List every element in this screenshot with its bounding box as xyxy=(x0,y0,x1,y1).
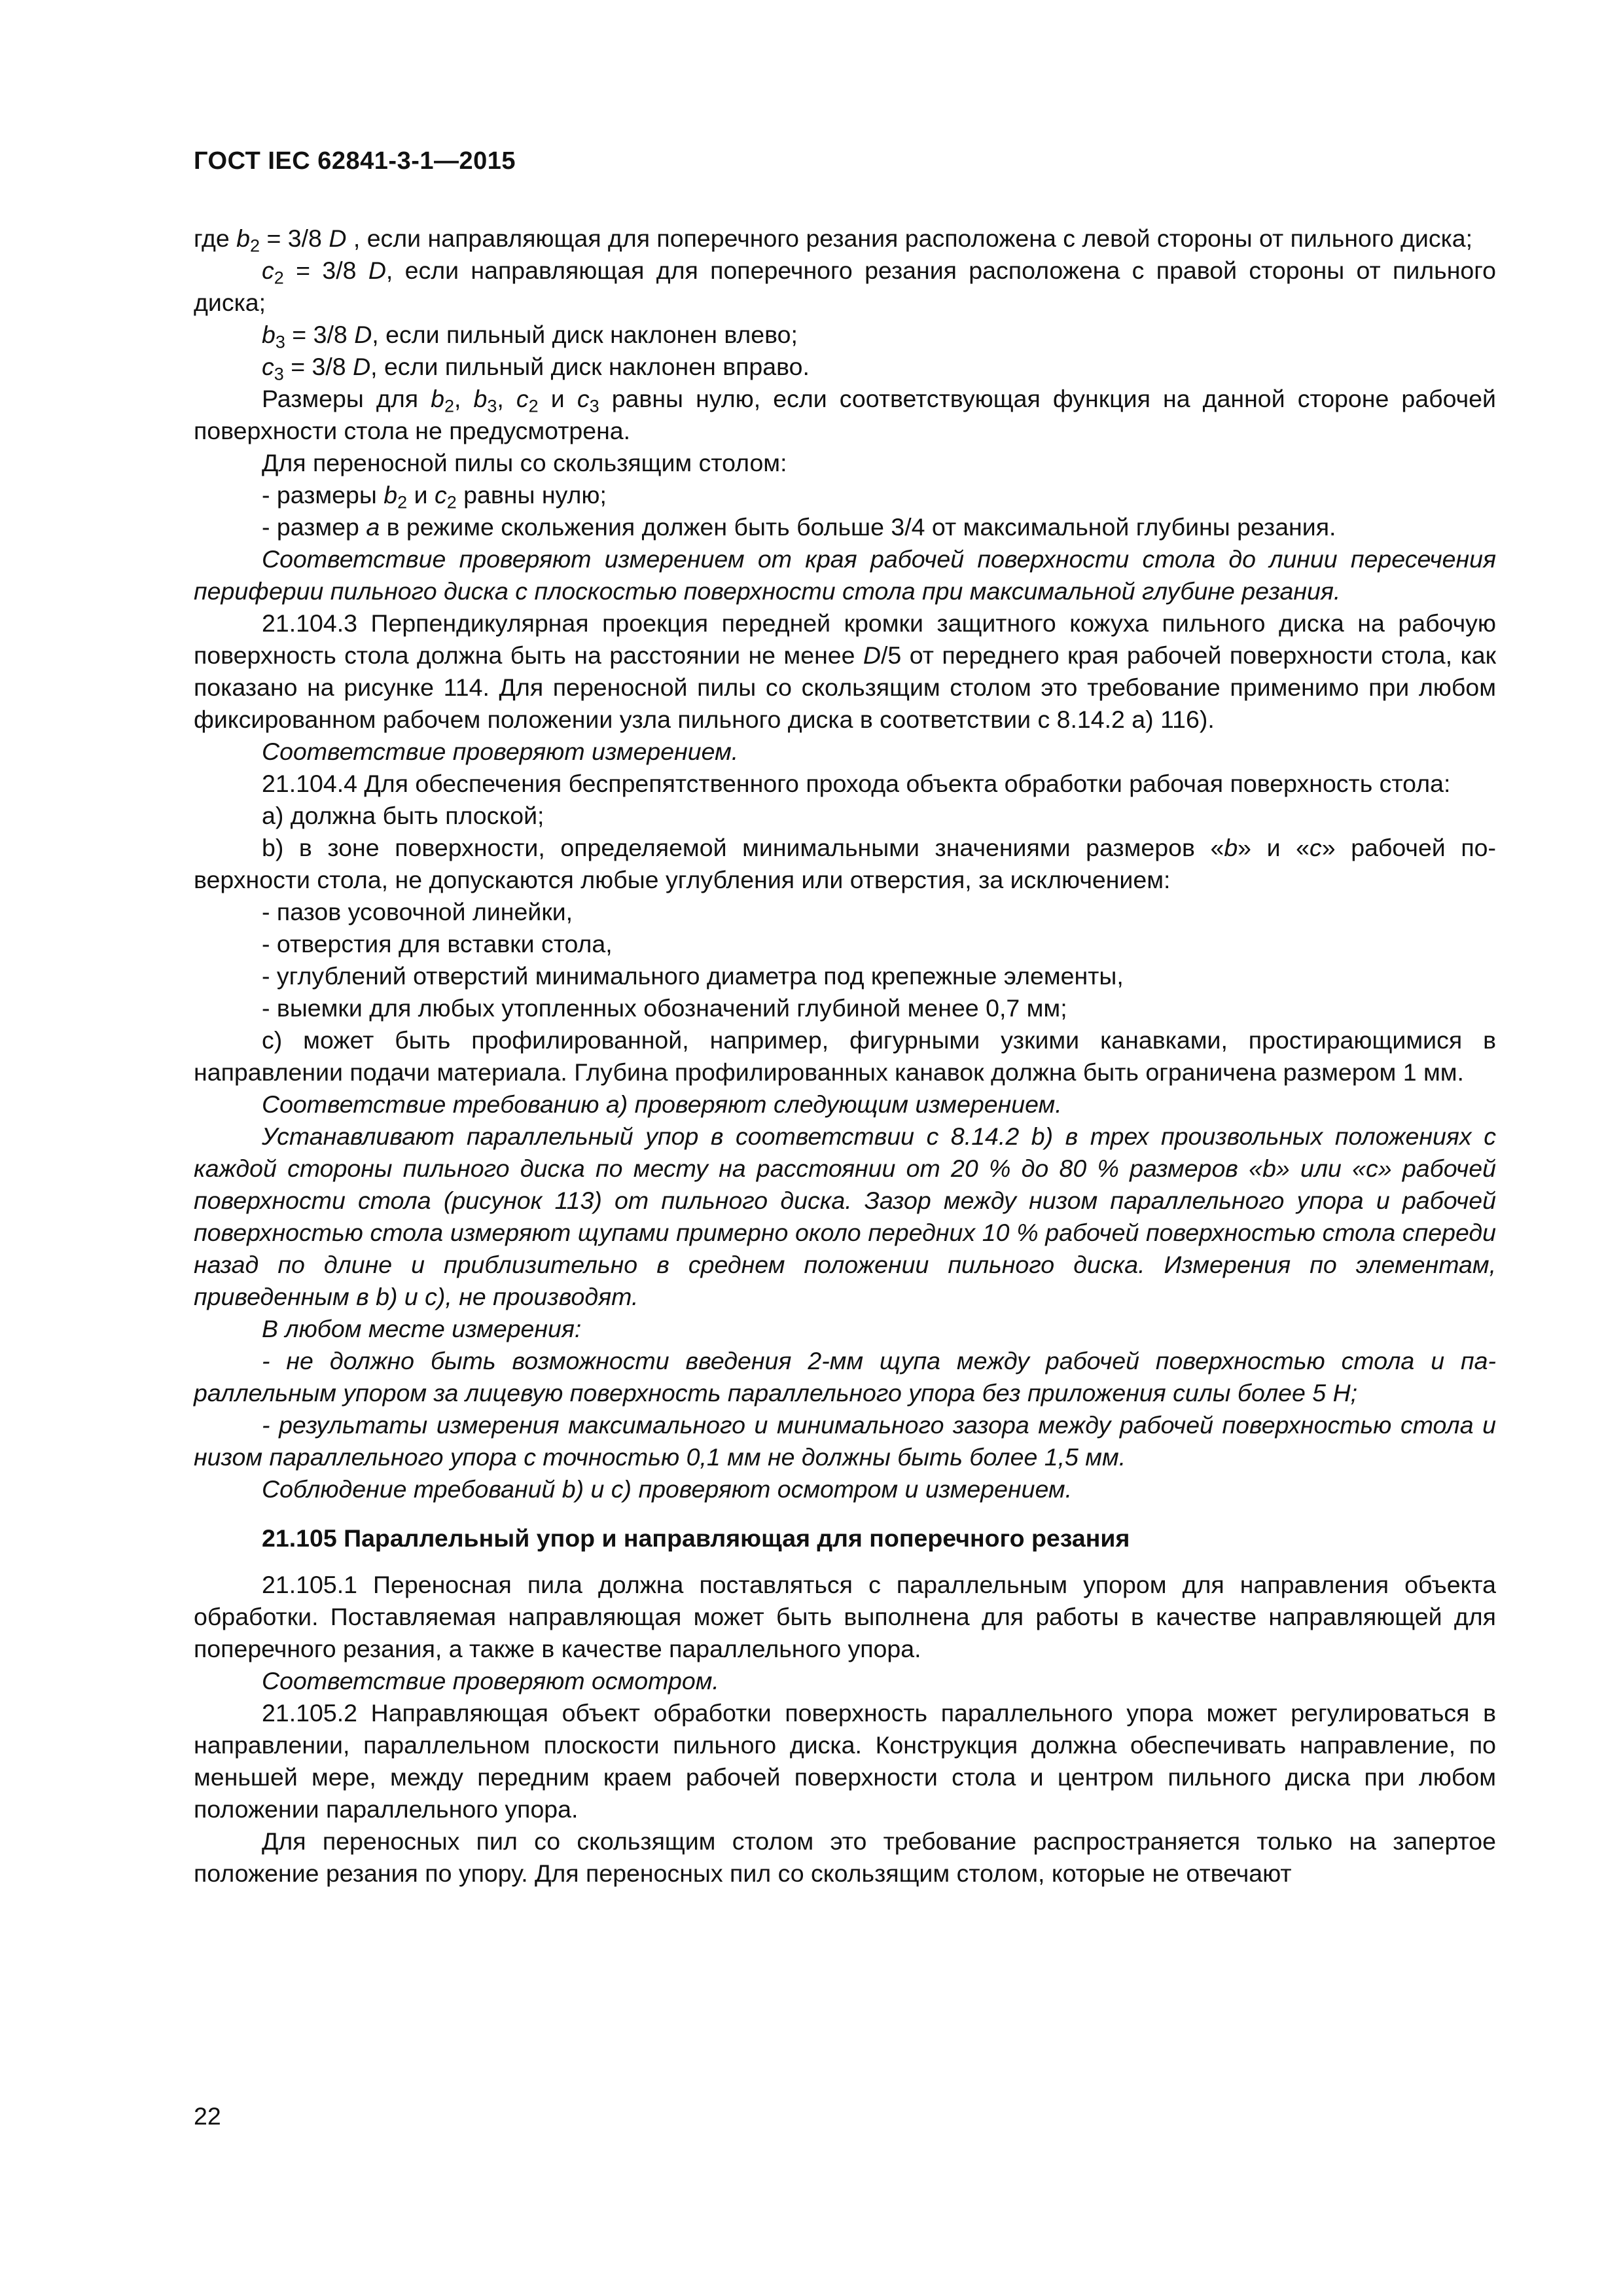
paragraph: с) может быть профилированной, например, фигурными узкими канавками, простирающимися в направлении подачи материала. Глубина профилированных канавок должна быть ограничена размером 1 мм. xyxy=(194,1026,1496,1086)
paragraph: Соответствие проверяют осмотром. xyxy=(262,1667,719,1695)
paragraph: Устанавливают параллельный упор в соответствии с 8.14.2 b) в трех произвольных положениях с каждой стороны пильного диска по месту на расстоянии от 20 % до 80 % размеров «b» или «c» рабочей поверхности стола (рисунок 113) от пильного диска. Зазор между низом параллельного упора и рабочей поверхностью стола измеряют щупами примерно около передних 10 % рабочей поверхностью стола спереди назад по длине и приблизительно в среднем положении пильного диска. Измерения по элементам, приведенным в b) и c), не производят. xyxy=(194,1122,1496,1310)
paragraph: $b_3 = 3/8$ D, если пильный диск наклонен влево; xyxy=(262,321,798,352)
paragraph: 21.105.1 Переносная пила должна поставляться с параллельным упором для направления объекта обработки. Поставляемая направляющая может быть выполнена для работы в качестве направляющей для поперечного резания, а также в качестве параллельного упора. xyxy=(194,1571,1496,1662)
paragraph: Размеры для $b_2$, $b_3$, $c_2$ и $c_3$ равны нулю, если соответствующая функция на данной стороне рабочей поверхности стола не предусмотрена. xyxy=(194,385,1496,444)
section-heading: 21.105 Параллельный упор и направляющая для поперечного резания xyxy=(262,1524,1130,1552)
paragraph: - размер a в режиме скольжения должен быть больше 3/4 от максимальной глубины резания. xyxy=(262,513,1336,541)
paragraph: - размеры $b_2$ и $c_2$ равны нулю; xyxy=(262,481,607,512)
paragraph: а) должна быть плоской; xyxy=(262,802,544,829)
paragraph: 21.104.3 Перпендикулярная проекция передней кромки защитного кожуха пильного диска на рабочую поверхность стола должна быть на расстоянии не менее D/5 от переднего края рабочей поверхности стола, как показано на рисунке 114. Для переносной пилы со скользящим столом это требование применимо при любом фиксированном рабочем положении узла пильного диска в соответствии с 8.14.2 а) 116). xyxy=(194,609,1496,733)
paragraph: Соответствие проверяют измерением от края рабочей поверхности стола до линии пересечения периферии пильного диска с плоскостью поверхности стола при максимальной глубине резания. xyxy=(194,545,1496,605)
paragraph: - результаты измерения максимального и минимального зазора между рабочей поверхностью стола и низом параллельного упора с точностью 0,1 мм не должны быть более 1,5 мм. xyxy=(194,1411,1496,1471)
paragraph: - отверстия для вставки стола, xyxy=(262,930,613,958)
body-text xyxy=(194,223,1496,1890)
paragraph: Для переносных пил со скользящим столом это требование распространяется только на запертое положение резания по упору. Для переносных пил со скользящим столом, которые не отвечают xyxy=(194,1827,1496,1887)
paragraph: В любом месте измерения: xyxy=(262,1315,582,1342)
paragraph: - углублений отверстий минимального диаметра под крепежные элементы, xyxy=(262,962,1124,990)
paragraph: 21.104.4 Для обеспечения беспрепятственного прохода объекта обработки рабочая поверхность стола: xyxy=(262,770,1451,797)
page-number: 22 xyxy=(194,2102,221,2130)
paragraph: Соответствие проверяют измерением. xyxy=(262,738,739,765)
paragraph: - пазов усовочной линейки, xyxy=(262,898,573,925)
document-header: ГОСТ IEC 62841-3-1—2015 xyxy=(194,147,516,175)
paragraph: 21.105.2 Направляющая объект обработки поверхность параллельного упора может регулироваться в направлении, параллельном плоскости пильного диска. Конструкция должна обеспечивать направление, по меньшей мере, между передним краем рабочей поверхности стола и центром пильного диска при любом положении параллельного упора. xyxy=(194,1699,1496,1823)
paragraph: где $b_2 = 3/8$ D , если направляющая для поперечного резания расположена с левой стороны от пильного диска; xyxy=(194,224,1473,256)
paragraph: Соответствие требованию а) проверяют следующим измерением. xyxy=(262,1090,1062,1118)
paragraph: - выемки для любых утопленных обозначений глубиной менее 0,7 мм; xyxy=(262,994,1067,1022)
paragraph: Соблюдение требований b) и c) проверяют осмотром и измерением. xyxy=(262,1475,1073,1503)
paragraph: $c_3 = 3/8$ D, если пильный диск наклонен вправо. xyxy=(262,353,810,384)
paragraph: $c_2 = 3/8$ D, если направляющая для поперечного резания расположена с правой стороны от пильного диска; xyxy=(194,257,1496,316)
paragraph: b) в зоне поверхности, определяемой минимальными значениями размеров «b» и «c» рабочей поверхности стола, не допускаются любые углубления или отверстия, за исключением: xyxy=(194,834,1496,893)
paragraph: - не должно быть возможности введения 2-мм щупа между рабочей поверхностью стола и параллельным упором за лицевую поверхность параллельного упора без приложения силы более 5 Н; xyxy=(194,1347,1496,1407)
paragraph: Для переносной пилы со скользящим столом: xyxy=(262,449,787,476)
